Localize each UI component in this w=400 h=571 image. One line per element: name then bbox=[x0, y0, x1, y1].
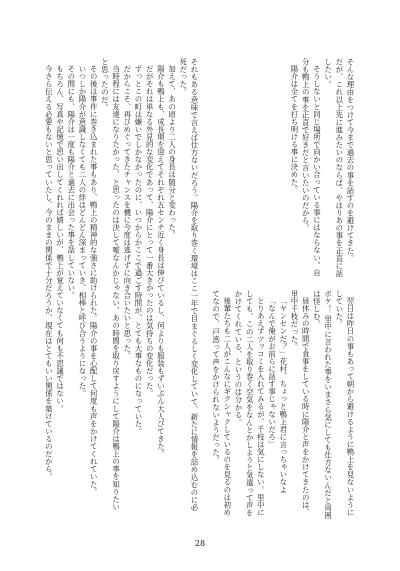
paragraph: 翌日は昨日の事もあって朝から避けるように鴨上を見ないようにしていた。 bbox=[334, 290, 355, 517]
paragraph: だが、これ以上先に進みたいのならば、やはりあの事を正直に話したい。 bbox=[323, 58, 344, 277]
text-block-right-lower bbox=[211, 290, 356, 522]
paragraph: とりあえずツッコミを入れてみるが、千枝は気にしない。里中にしても、この二人を取り巻く空気をなんとかしようと気遣って声をかけてくれている、というのは分かる。 bbox=[233, 290, 266, 517]
paragraph: 今さら伝える必要もないと思っていたし、今のままの関係で十分だろうか、現在はとてもいい関係を築けているのだから。 bbox=[44, 65, 54, 481]
paragraph: だがそれは単なる外見的な変化であって、陽介にとって一番大きかったのは気持ちの変化だった。 bbox=[145, 65, 155, 398]
paragraph: それもある意味で言えば仕方ないだろう。陽介を取り巻く環境はここ一年で目まぐるしく変化していて、新たに情報を詰め込むのに必死だった。 bbox=[178, 58, 199, 511]
paragraph: ボケ！ 里中に言われた事をいまさら気にしても仕方ないんだと周囲は怪しむ。 bbox=[312, 290, 333, 519]
paragraph: もちろん、写真や記憶で思い出してくれれば嬉しいが、鴨上が覚えていなくても何も不思議ではない。 bbox=[55, 65, 65, 413]
text-block-right-upper bbox=[211, 58, 356, 278]
paragraph: 「ヤンセンだ？」花村、ちょっと鴨上君に言っちゃいなよ bbox=[278, 297, 288, 494]
text-block-left bbox=[40, 58, 200, 516]
paragraph: 後輩たちも二人がこんなにギクシャクしているのを見るのは初めてなので、戸惑って声をかけられないようだった。 bbox=[211, 290, 232, 517]
paragraph: いつしか陽介が意識しなくても二人の絆はどんどん深まっていき、相棒と呼び合うようになった。 bbox=[77, 65, 87, 398]
paragraph: その間にも、陽介は一度も陽介と過去に出会った事を話していない。 bbox=[66, 65, 76, 300]
paragraph: その後は事件に巻き込まれた事もあり、鴨上の精神的な強さに助けられた。陽介の事を心配して何度も声をかけてくれていた。 bbox=[89, 65, 99, 496]
paragraph: だからこそ、再びめぐってきたチャンスを機に今度は逃げずに向き合いたいと思った。 bbox=[122, 65, 132, 360]
paragraph: 陽介も鴨上も、成長期を迎えてそれぞれ五センチ近く身長は伸びているし、何よりも服装もずいぶん大人びてきた。 bbox=[156, 65, 166, 458]
paragraph: 当時程には友達になりたかった、と思ったのは決して嘘なんかじゃない。あの時間を取り戻すようにして陽介は鴨上の事を知りたいと思ったのだ。 bbox=[100, 58, 121, 511]
paragraph: そうしないと同じ場所で向かい合っている事にはならない。自分も鴨上の事を正直で好きだと言いたいのだから。 bbox=[301, 58, 322, 277]
page-number: 28 bbox=[194, 539, 206, 548]
paragraph: ずっとこの町は嫌いでしかなかったのに、いつからかここで過ごす時間が、とても大事なものになっていた。 bbox=[133, 65, 143, 436]
paragraph: そんな理由をつけて今まで過去の事を話すのを避けてきた。 bbox=[346, 58, 355, 262]
paragraph: 加えて、あの頃より二人の身長は随分と変わった。 bbox=[167, 65, 177, 240]
paragraph: 陽介は全てを打ち明ける事に決めた。 bbox=[289, 65, 299, 194]
paragraph: 「なんで俺がお前らに話す事じゃないだろ」 bbox=[267, 297, 277, 449]
paragraph: 昼休みの時間で食事をしている時に陽介と声をかけてきたのは、里中千枝だった。 bbox=[289, 290, 311, 517]
